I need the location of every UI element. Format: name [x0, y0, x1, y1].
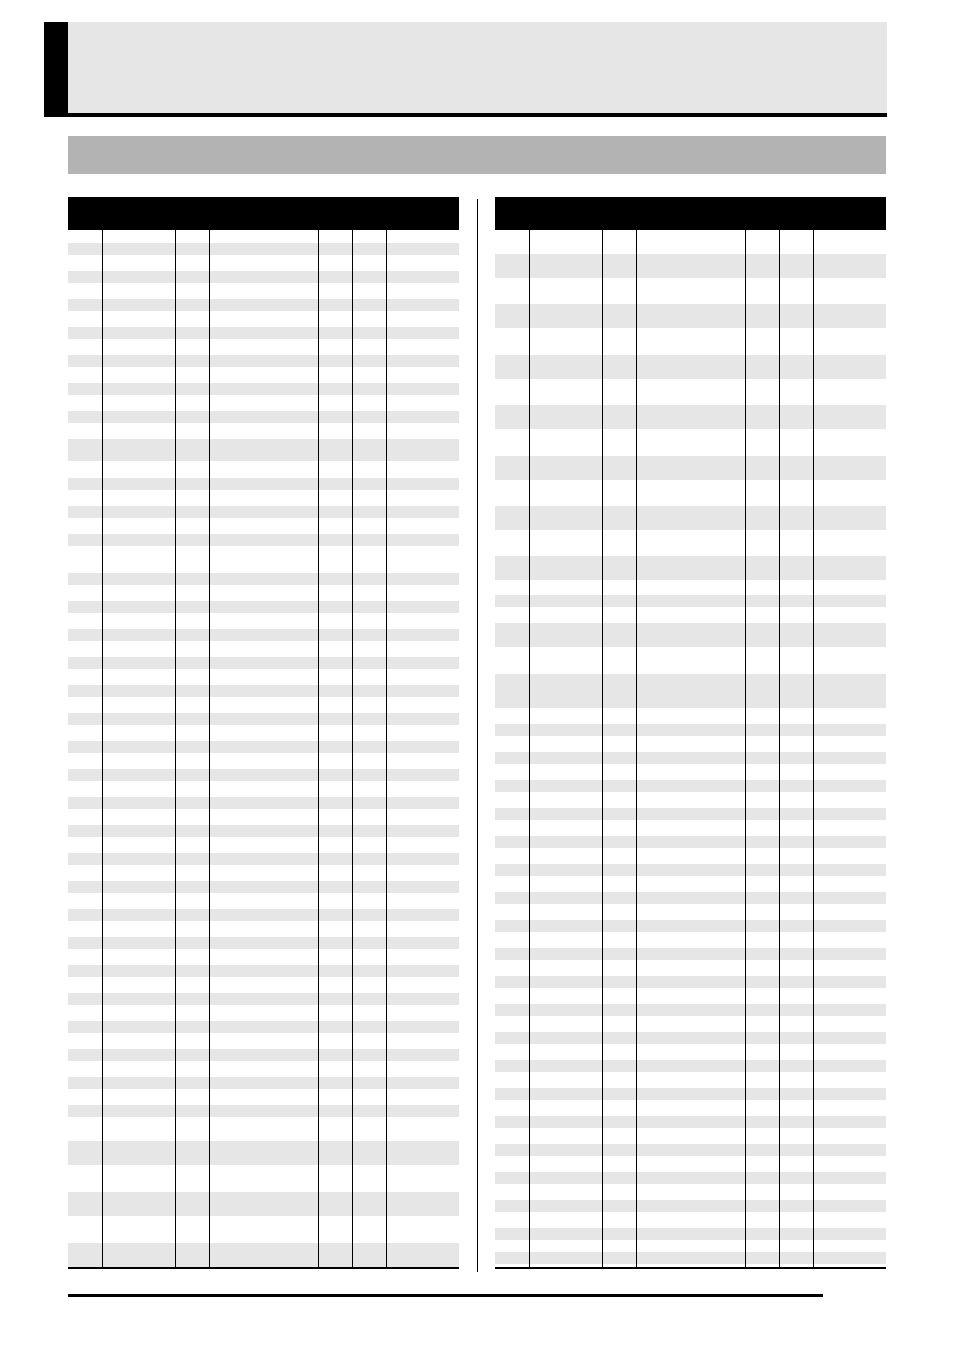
table-row	[68, 534, 459, 546]
column-rule	[779, 197, 780, 1267]
table-row	[495, 752, 886, 764]
table-row	[68, 271, 459, 283]
table-row	[495, 623, 886, 647]
table-row	[495, 976, 886, 988]
table-row	[68, 741, 459, 753]
table-row	[495, 920, 886, 932]
table-row	[495, 1032, 886, 1044]
table-row	[68, 1105, 459, 1117]
table-bottom-rule	[68, 1267, 459, 1269]
table-bottom-rule	[495, 1267, 886, 1269]
table-row	[68, 355, 459, 367]
section-title-band	[68, 136, 886, 174]
table-row	[68, 1243, 459, 1267]
chapter-header-marker	[44, 22, 68, 116]
table-row	[68, 439, 459, 461]
chapter-header-rule	[44, 113, 887, 117]
column-divider	[477, 199, 478, 1272]
table-row	[68, 1049, 459, 1061]
column-rule	[529, 197, 530, 1267]
table-row	[68, 1141, 459, 1165]
table-row	[68, 937, 459, 949]
table-row	[68, 629, 459, 641]
table-row	[68, 685, 459, 697]
chapter-header-band	[44, 22, 887, 114]
table-row	[68, 573, 459, 585]
table-row	[495, 595, 886, 607]
table-row	[68, 411, 459, 423]
table-row	[68, 243, 459, 255]
column-rule	[102, 197, 103, 1267]
table-row	[68, 769, 459, 781]
table-row	[495, 1116, 886, 1128]
table-row	[495, 1088, 886, 1100]
table-row	[68, 797, 459, 809]
column-rule	[175, 197, 176, 1267]
table-row	[495, 892, 886, 904]
column-rule	[602, 197, 603, 1267]
table-row	[495, 780, 886, 792]
column-rule	[636, 197, 637, 1267]
table-row	[68, 299, 459, 311]
table-row	[68, 713, 459, 725]
table-row	[495, 254, 886, 278]
table-row	[495, 1060, 886, 1072]
table-row	[68, 825, 459, 837]
table-header-row	[68, 197, 459, 230]
table-row	[68, 881, 459, 893]
table-row	[495, 1252, 886, 1264]
column-rule	[745, 197, 746, 1267]
table-row	[495, 864, 886, 876]
table-row	[68, 478, 459, 490]
table-row	[68, 853, 459, 865]
table-row	[495, 674, 886, 708]
table-row	[68, 993, 459, 1005]
table-row	[68, 327, 459, 339]
table-row	[495, 355, 886, 379]
table-row	[495, 836, 886, 848]
table-row	[495, 405, 886, 429]
table-row	[495, 1228, 886, 1240]
table-row	[495, 724, 886, 736]
table-row	[495, 948, 886, 960]
table-row	[68, 1192, 459, 1216]
table-header-row	[495, 197, 886, 230]
table-row	[495, 1200, 886, 1212]
table-row	[68, 965, 459, 977]
table-row	[495, 556, 886, 580]
table-row	[68, 657, 459, 669]
table-row	[495, 1172, 886, 1184]
table-row	[68, 1077, 459, 1089]
table-row	[495, 506, 886, 530]
column-rule	[386, 197, 387, 1267]
table-row	[68, 909, 459, 921]
table-row	[68, 601, 459, 613]
left-table	[68, 197, 459, 1267]
table-row	[68, 506, 459, 518]
right-table	[495, 197, 886, 1267]
column-rule	[209, 197, 210, 1267]
table-row	[68, 1021, 459, 1033]
table-row	[495, 1004, 886, 1016]
column-rule	[352, 197, 353, 1267]
column-rule	[318, 197, 319, 1267]
table-row	[495, 456, 886, 480]
table-row	[495, 808, 886, 820]
table-row	[68, 383, 459, 395]
footer-rule	[68, 1294, 823, 1297]
table-row	[495, 1144, 886, 1156]
column-rule	[813, 197, 814, 1267]
table-row	[495, 304, 886, 328]
